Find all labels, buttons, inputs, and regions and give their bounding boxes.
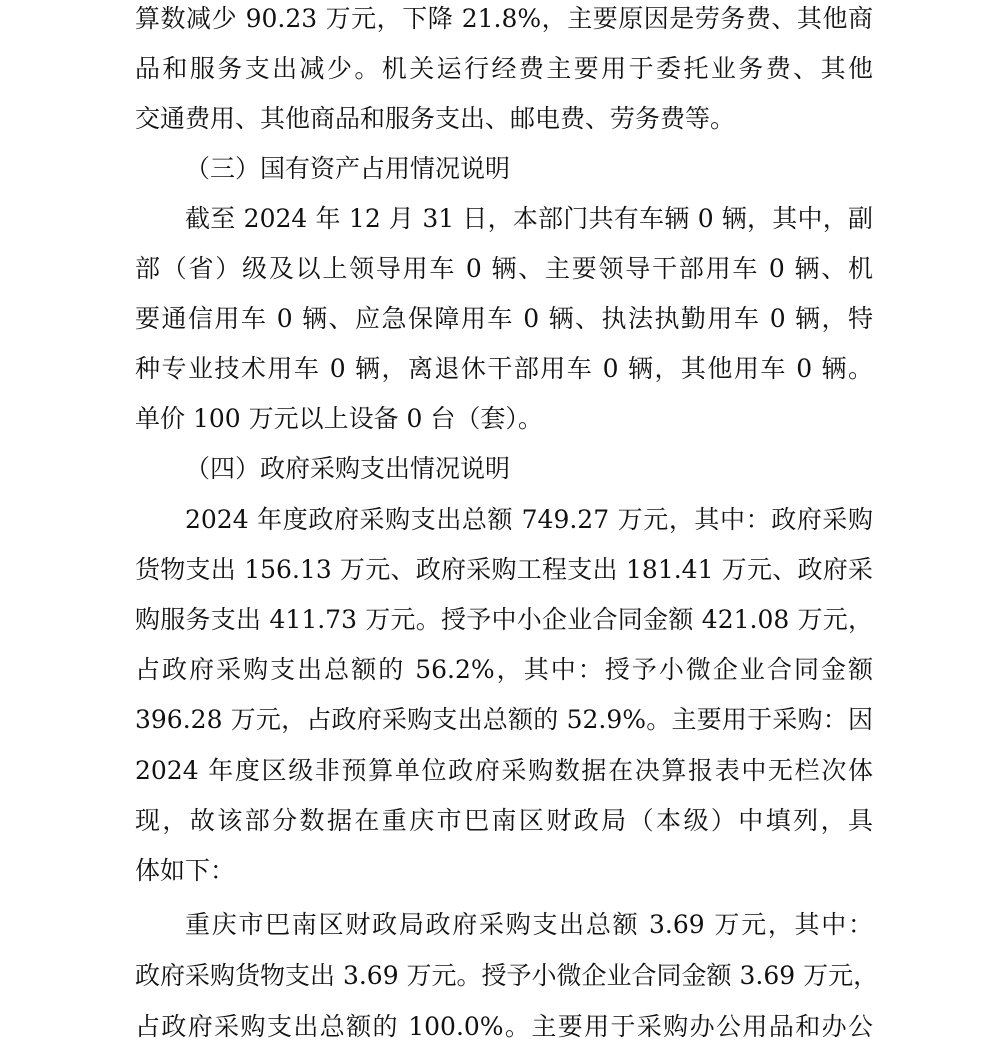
paragraph-line: 交通费用、其他商品和服务支出、邮电费、劳务费等。 (135, 104, 736, 133)
paragraph-line: 部（省）级及以上领导用车 0 辆、主要领导干部用车 0 辆、机 (135, 254, 873, 283)
paragraph-line: 购服务支出 411.73 万元。授予中小企业合同金额 421.08 万元， (135, 605, 873, 634)
paragraph-line: 体如下： (135, 856, 236, 885)
paragraph-line: 政府采购货物支出 3.69 万元。授予小微企业合同金额 3.69 万元， (135, 961, 879, 990)
section-heading-procurement: （四）政府采购支出情况说明 (185, 454, 511, 483)
paragraph-line: 现，故该部分数据在重庆市巴南区财政局（本级）中填列，具 (135, 806, 873, 835)
paragraph-line: 要通信用车 0 辆、应急保障用车 0 辆、执法执勤用车 0 辆，特 (135, 304, 873, 333)
paragraph-line: 单价 100 万元以上设备 0 台（套）。 (135, 404, 543, 433)
paragraph-line: 货物支出 156.13 万元、政府采购工程支出 181.41 万元、政府采 (135, 555, 873, 584)
section-heading-assets: （三）国有资产占用情况说明 (185, 154, 511, 183)
paragraph-line: 种专业技术用车 0 辆，离退休干部用车 0 辆，其他用车 0 辆。 (135, 354, 873, 383)
paragraph-line: 396.28 万元，占政府采购支出总额的 52.9%。主要用于采购：因 (135, 705, 873, 734)
paragraph-line: 截至 2024 年 12 月 31 日，本部门共有车辆 0 辆，其中，副 (185, 204, 873, 233)
paragraph-line: 2024 年度区级非预算单位政府采购数据在决算报表中无栏次体 (135, 756, 873, 785)
paragraph-line: 占政府采购支出总额的 100.0%。主要用于采购办公用品和办公 (135, 1012, 873, 1041)
paragraph-line: 占政府采购支出总额的 56.2%，其中：授予小微企业合同金额 (135, 655, 873, 684)
paragraph-line: 品和服务支出减少。机关运行经费主要用于委托业务费、其他 (135, 54, 873, 83)
paragraph-line: 重庆市巴南区财政局政府采购支出总额 3.69 万元，其中： (185, 910, 873, 939)
paragraph-line: 算数减少 90.23 万元，下降 21.8%，主要原因是劳务费、其他商 (135, 4, 873, 33)
paragraph-line: 2024 年度政府采购支出总额 749.27 万元，其中：政府采购 (185, 505, 873, 534)
